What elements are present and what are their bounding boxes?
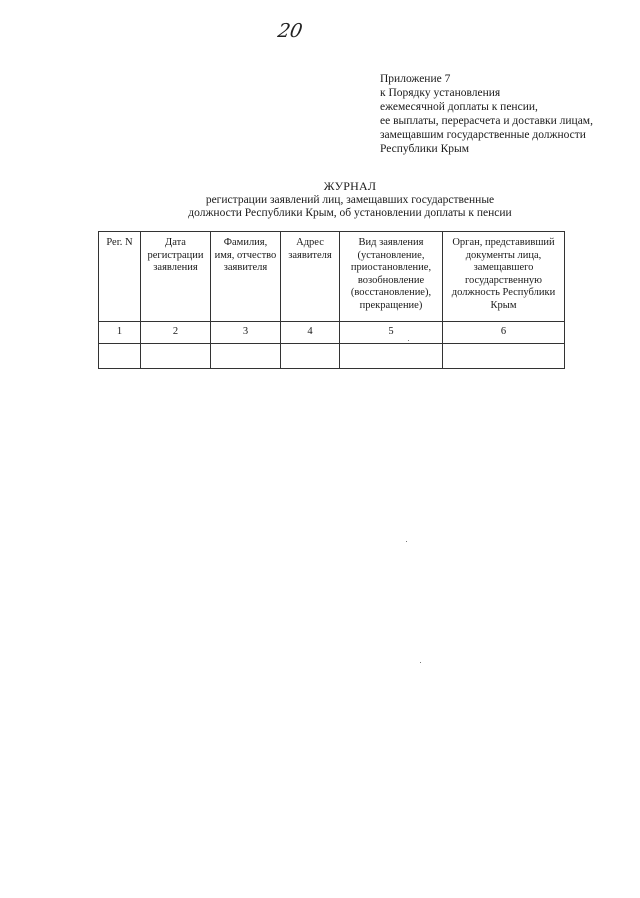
table-cell: [340, 343, 443, 368]
journal-heading: [140, 180, 560, 221]
column-number-cell: 3: [211, 322, 281, 344]
table-cell: [281, 343, 340, 368]
column-number-cell: 2: [141, 322, 211, 344]
appendix-line: Приложение 7: [380, 73, 451, 85]
appendix-line: Республики Крым: [380, 143, 469, 155]
appendix-note: [380, 72, 630, 156]
appendix-line: к Порядку установления: [380, 87, 501, 99]
table-row: [99, 343, 565, 368]
column-number-cell: 5: [340, 322, 443, 344]
page-number: 20: [276, 20, 305, 42]
header-cell-registration-date: Дата регистрации заявления: [141, 232, 211, 322]
header-cell-application-type: Вид заявления (установление, приостановление, возобновление (восстановление), прекращение): [340, 232, 443, 322]
header-cell-submitting-body: Орган, представивший документы лица, замещавшего государственную должность Республики Крым: [443, 232, 565, 322]
journal-table: [98, 231, 565, 369]
journal-subtitle-line: регистрации заявлений лиц, замещавших государственные: [205, 193, 495, 206]
scan-speck: [408, 340, 409, 341]
column-number-cell: 6: [443, 322, 565, 344]
table-column-number-row: [99, 322, 565, 344]
table-cell: [443, 343, 565, 368]
journal-subtitle-line: должности Республики Крым, об установлении доплаты к пенсии: [188, 207, 512, 219]
scan-speck: [420, 662, 421, 663]
scan-speck: [406, 541, 407, 542]
table-header-row: [99, 232, 565, 322]
appendix-line: ее выплаты, перерасчета и доставки лицам,: [380, 115, 593, 127]
header-cell-reg-number: Рег. N: [99, 232, 141, 322]
header-cell-applicant-name: Фамилия, имя, отчество заявителя: [211, 232, 281, 322]
appendix-line: ежемесячной доплаты к пенсии,: [380, 101, 538, 113]
journal-title: ЖУРНАЛ: [323, 179, 377, 193]
header-cell-applicant-address: Адрес заявителя: [281, 232, 340, 322]
table-cell: [211, 343, 281, 368]
table-cell: [99, 343, 141, 368]
column-number-cell: 1: [99, 322, 141, 344]
column-number-cell: 4: [281, 322, 340, 344]
table-cell: [141, 343, 211, 368]
appendix-line: замещавшим государственные должности: [380, 129, 586, 141]
